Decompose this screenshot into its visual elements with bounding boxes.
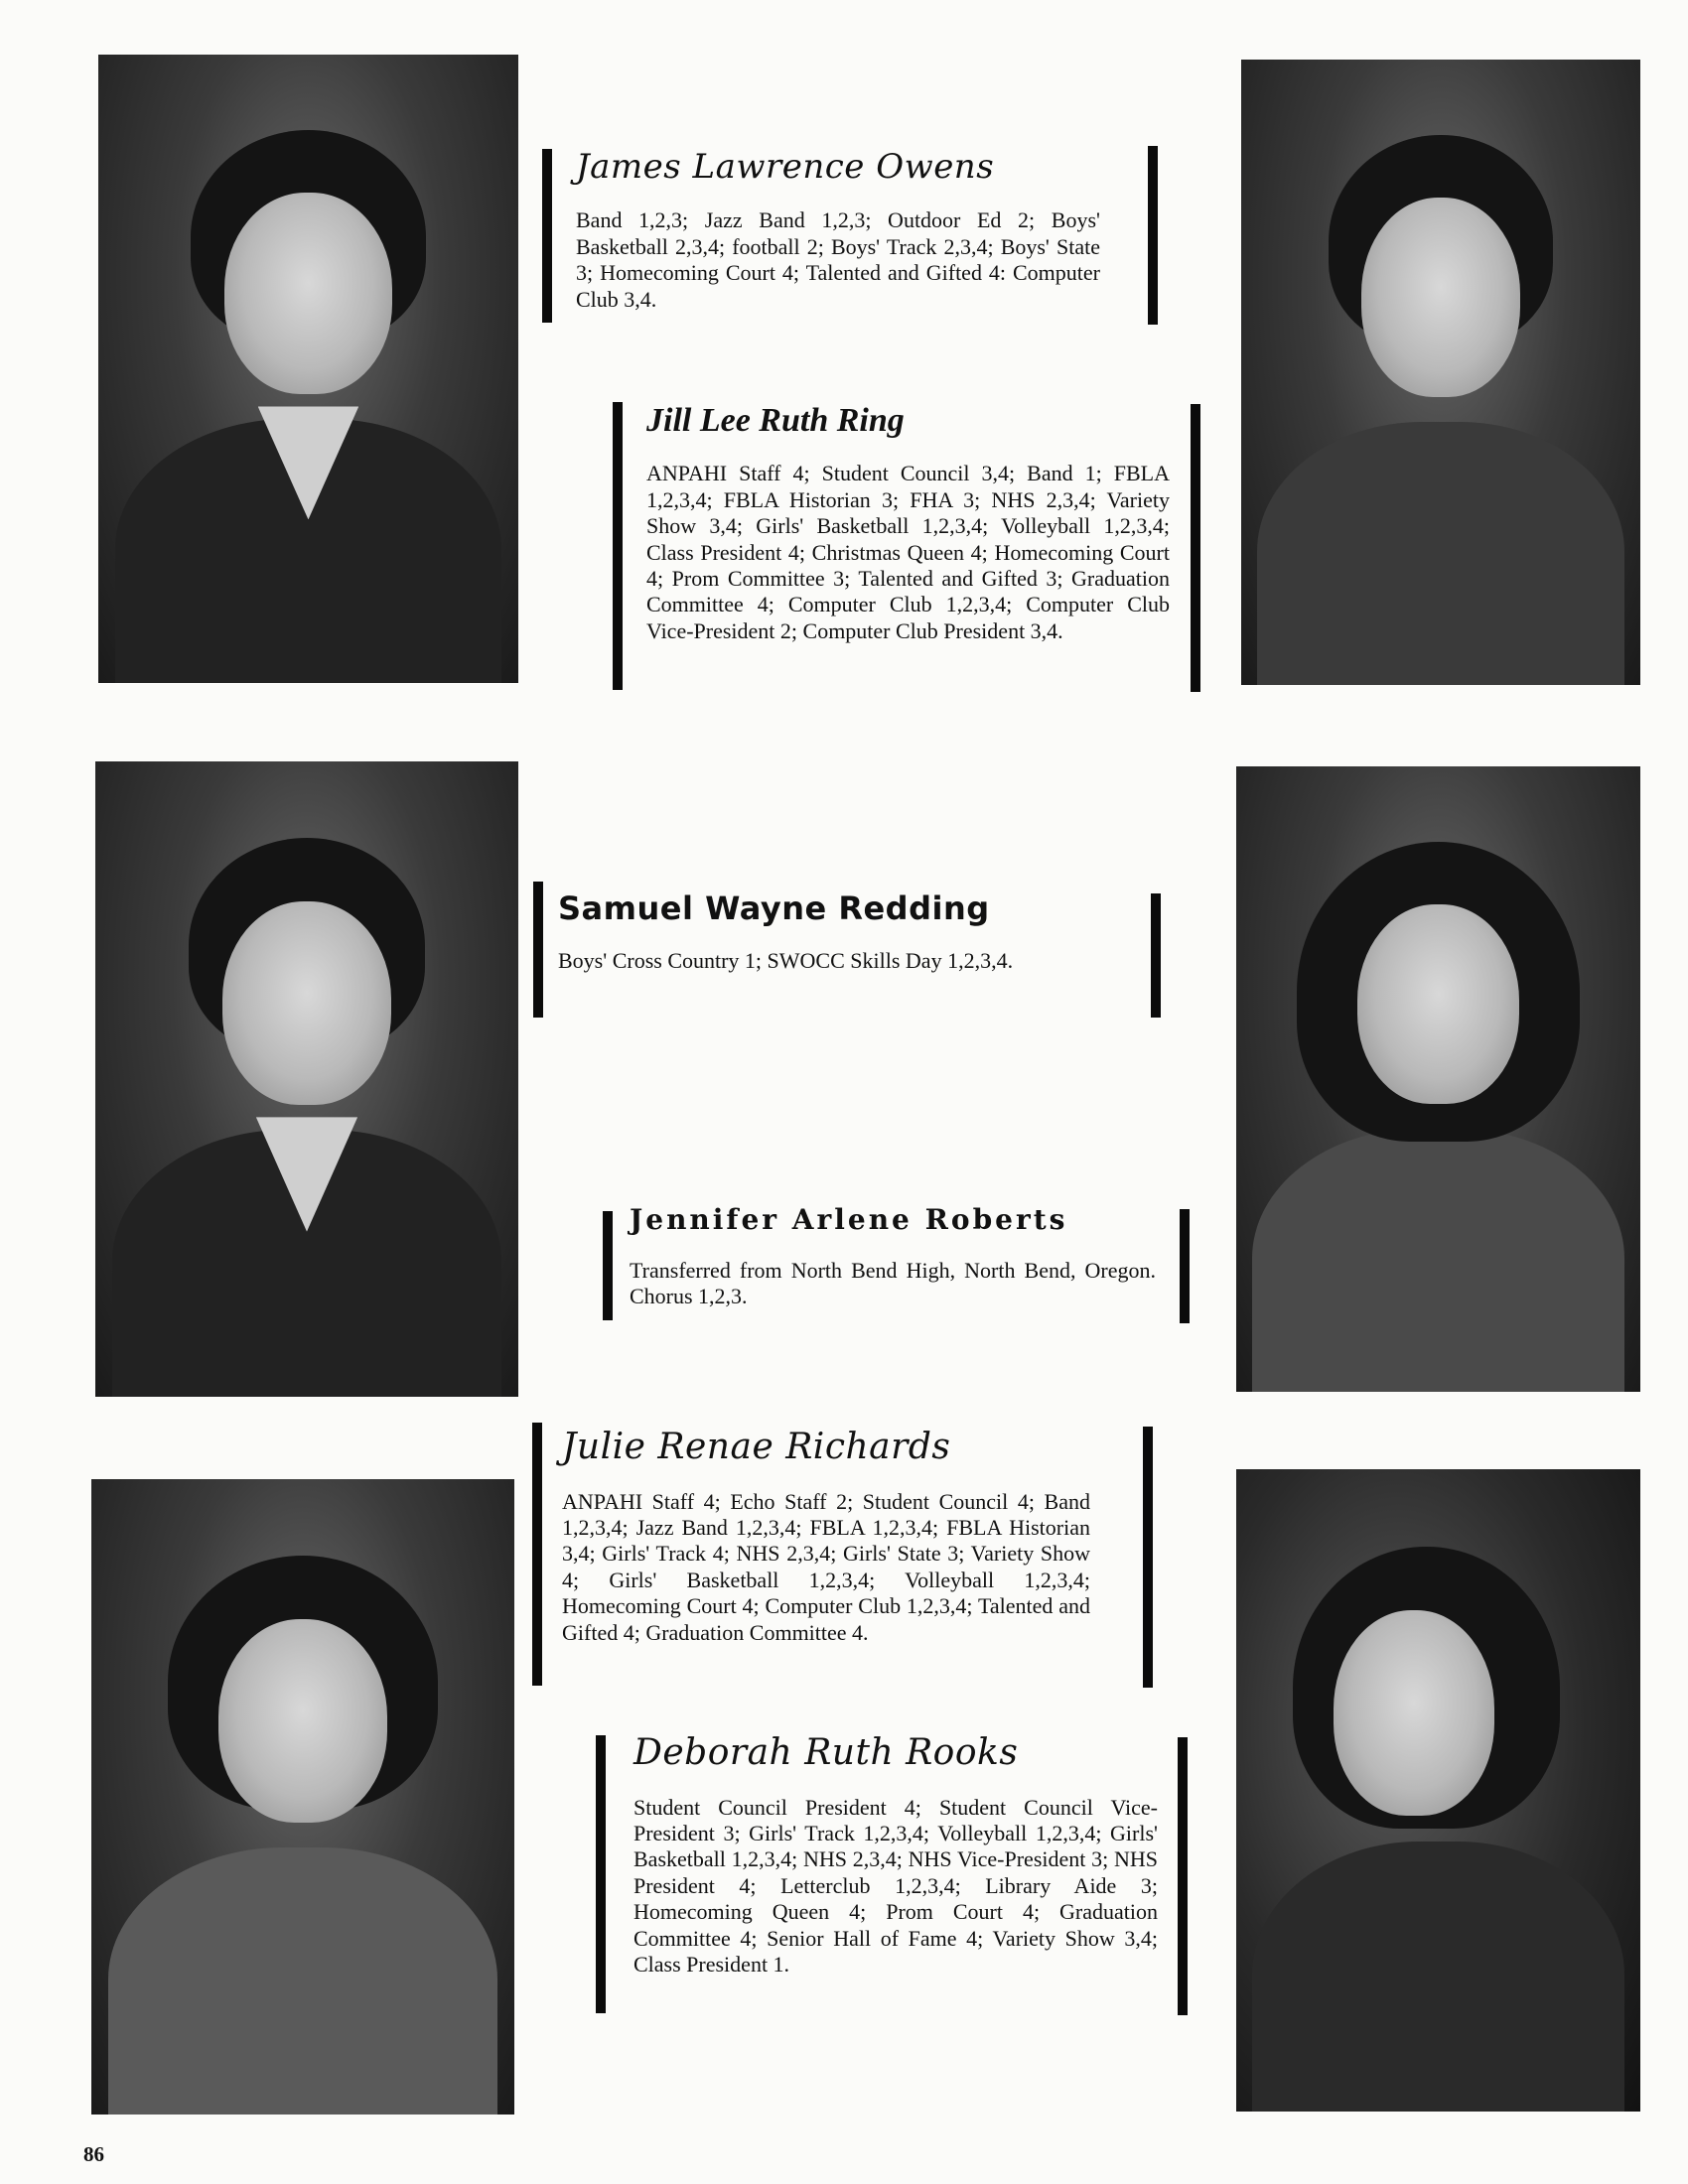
accent-bar [1180,1209,1190,1323]
portrait-photo-samuel-redding [95,761,518,1397]
student-activities: ANPAHI Staff 4; Echo Staff 2; Student Council 4; Band 1,2,3,4; Jazz Band 1,2,3,4; FBLA 1,2,3,4; FBLA Historian 3,4; Girls' Track 4; NHS 2,3,4; Girls' State 3; Variety Show 4; Girls' Basketball 1,2,3,4; Volleyball 1,2,3,4; Homecoming Court 4; Computer Club 1,2,3,4; Talented and Gifted 4; Graduation Committee 4. [562,1488,1090,1645]
accent-bar [542,149,552,323]
portrait-photo-jill-ring [1241,60,1640,685]
student-entry [558,891,1088,975]
student-name: Deborah Ruth Rooks [633,1732,1019,1773]
accent-bar [1151,893,1161,1018]
student-entry [562,1428,1090,1646]
accent-bar [533,882,543,1018]
accent-bar [1178,1737,1188,2015]
student-name: Jill Lee Ruth Ring [646,402,905,439]
student-activities: ANPAHI Staff 4; Student Council 3,4; Band 1; FBLA 1,2,3,4; FBLA Historian 3; FHA 3; NHS 2,3,4; Variety Show 3,4; Girls' Basketball 1,2,3,4; Volleyball 1,2,3,4; Class President 4; Christmas Queen 4; Homecoming Court 4; Prom Committee 3; Talented and Gifted 3; Graduation Committee 4; Computer Club 1,2,3,4; Computer Club Vice-President 2; Computer Club President 3,4. [646,461,1170,643]
student-activities: Transferred from North Bend High, North Bend, Oregon. Chorus 1,2,3. [630,1257,1156,1309]
portrait-photo-julie-richards [91,1479,514,2115]
portrait-photo-james-owens [98,55,518,683]
student-entry [630,1205,1156,1310]
page-number: 86 [83,2142,104,2166]
portrait-photo-jennifer-roberts [1236,766,1640,1392]
accent-bar [603,1211,613,1320]
student-activities: Boys' Cross Country 1; SWOCC Skills Day 1,2,3,4. [558,948,1014,974]
student-activities: Band 1,2,3; Jazz Band 1,2,3; Outdoor Ed 2; Boys' Basketball 2,3,4; football 2; Boys' Track 2,3,4; Boys' State 3; Homecoming Court 4; Talented and Gifted 4: Computer Club 3,4. [576,207,1100,312]
accent-bar [613,402,623,690]
student-name: Samuel Wayne Redding [558,889,990,927]
accent-bar [1143,1427,1153,1688]
accent-bar [596,1735,606,2013]
student-activities: Student Council President 4; Student Council Vice-President 3; Girls' Track 1,2,3,4; Volleyball 1,2,3,4; Girls' Basketball 1,2,3,4; NHS 2,3,4; NHS Vice-President 3; NHS President 4; Letterclub 1,2,3,4; Library Aide 3; Homecoming Queen 4; Prom Court 4; Graduation Committee 4; Senior Hall of Fame 4; Variety Show 3,4; Class President 1. [633,1794,1158,1977]
student-name: Jennifer Arlene Roberts [630,1203,1068,1236]
portrait-photo-deborah-rooks [1236,1469,1640,2112]
student-entry [633,1733,1158,1978]
student-entry [646,402,1170,644]
student-name: Julie Renae Richards [562,1427,951,1467]
accent-bar [1148,146,1158,325]
student-entry [576,149,1100,313]
accent-bar [1191,404,1200,692]
accent-bar [532,1423,542,1686]
student-name: James Lawrence Owens [576,147,995,187]
